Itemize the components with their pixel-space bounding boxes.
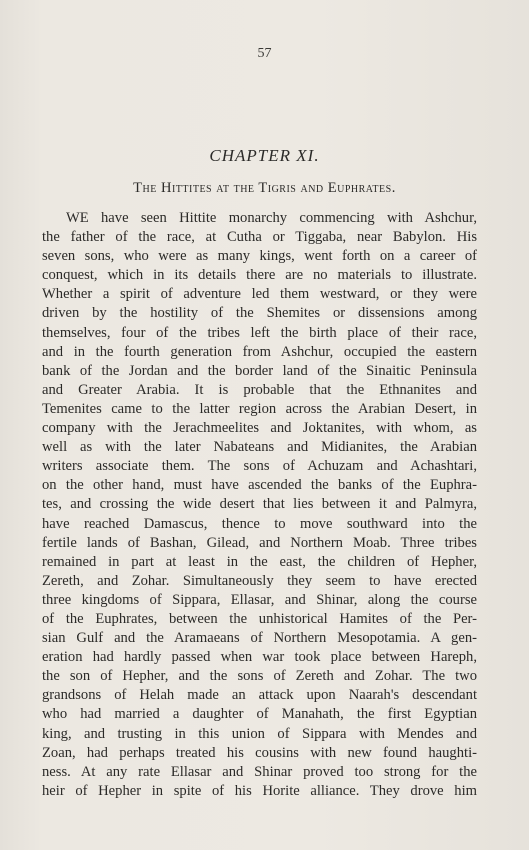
text-line: on the other hand, must have ascended the banks of the Euphra-: [42, 477, 477, 494]
text-line: Zereth, and Zohar. Simultaneously they seem to have erected: [42, 572, 477, 589]
text-line: bank of the Jordan and the border land of the Sinaitic Peninsula: [42, 362, 477, 379]
text-line: and Greater Arabia. It is probable that the Ethnanites and: [42, 381, 477, 398]
text-line: well as with the later Nabateans and Midianites, the Arabian: [42, 439, 477, 456]
text-line: king, and trusting in this union of Sippara with Mendes and: [42, 725, 477, 742]
text-line: grandsons of Helah made an attack upon Naarah's descendant: [42, 687, 477, 704]
chapter-title: CHAPTER XI.: [209, 146, 320, 165]
text-line: WE have seen Hittite monarchy commencing with Ashchur,: [66, 210, 477, 226]
text-line: ness. At any rate Ellasar and Shinar proved too strong for the: [42, 763, 477, 780]
body-text: [42, 209, 477, 801]
section-title: The Hittites at the Tigris and Euphrates.: [133, 180, 396, 196]
text-line: themselves, four of the tribes left the birth place of their race,: [42, 324, 477, 341]
text-line: writers associate them. The sons of Achuzam and Achashtari,: [42, 458, 477, 475]
text-line: who had married a daughter of Manahath, the first Egyptian: [42, 706, 477, 723]
text-line: heir of Hepher in spite of his Horite alliance. They drove him: [42, 782, 477, 799]
text-line: of the Euphrates, between the unhistorical Hamites of the Per-: [42, 610, 477, 627]
text-line: Whether a spirit of adventure led them westward, or they were: [42, 286, 477, 303]
text-line: sian Gulf and the Aramaeans of Northern Mesopotamia. A gen-: [42, 630, 477, 647]
text-line: fertile lands of Bashan, Gilead, and Northern Moab. Three tribes: [42, 534, 477, 551]
text-line: seven sons, who were as many kings, went forth on a career of: [42, 248, 477, 265]
text-line: the son of Hepher, and the sons of Zereth and Zohar. The two: [42, 668, 477, 685]
text-line: driven by the hostility of the Shemites or dissensions among: [42, 305, 477, 322]
text-line: remained in part at least in the east, the children of Hepher,: [42, 553, 477, 570]
text-line: eration had hardly passed when war took place between Hareph,: [42, 649, 477, 666]
text-line: and in the fourth generation from Ashchur, occupied the eastern: [42, 343, 477, 360]
text-line: have reached Damascus, thence to move southward into the: [42, 515, 477, 532]
text-line: Temenites came to the latter region across the Arabian Desert, in: [42, 400, 477, 417]
text-line: conquest, which in its details there are no materials to illustrate.: [42, 267, 477, 284]
text-line: Zoan, had perhaps treated his cousins with new found haughti-: [42, 744, 477, 761]
text-line: company with the Jerachmeelites and Joktanites, with whom, as: [42, 420, 477, 437]
page-number: 57: [257, 46, 272, 61]
text-line: three kingdoms of Sippara, Ellasar, and Shinar, along the course: [42, 591, 477, 608]
text-line: tes, and crossing the wide desert that lies between it and Palmyra,: [42, 496, 477, 513]
text-line: the father of the race, at Cutha or Tiggaba, near Babylon. His: [42, 229, 477, 246]
